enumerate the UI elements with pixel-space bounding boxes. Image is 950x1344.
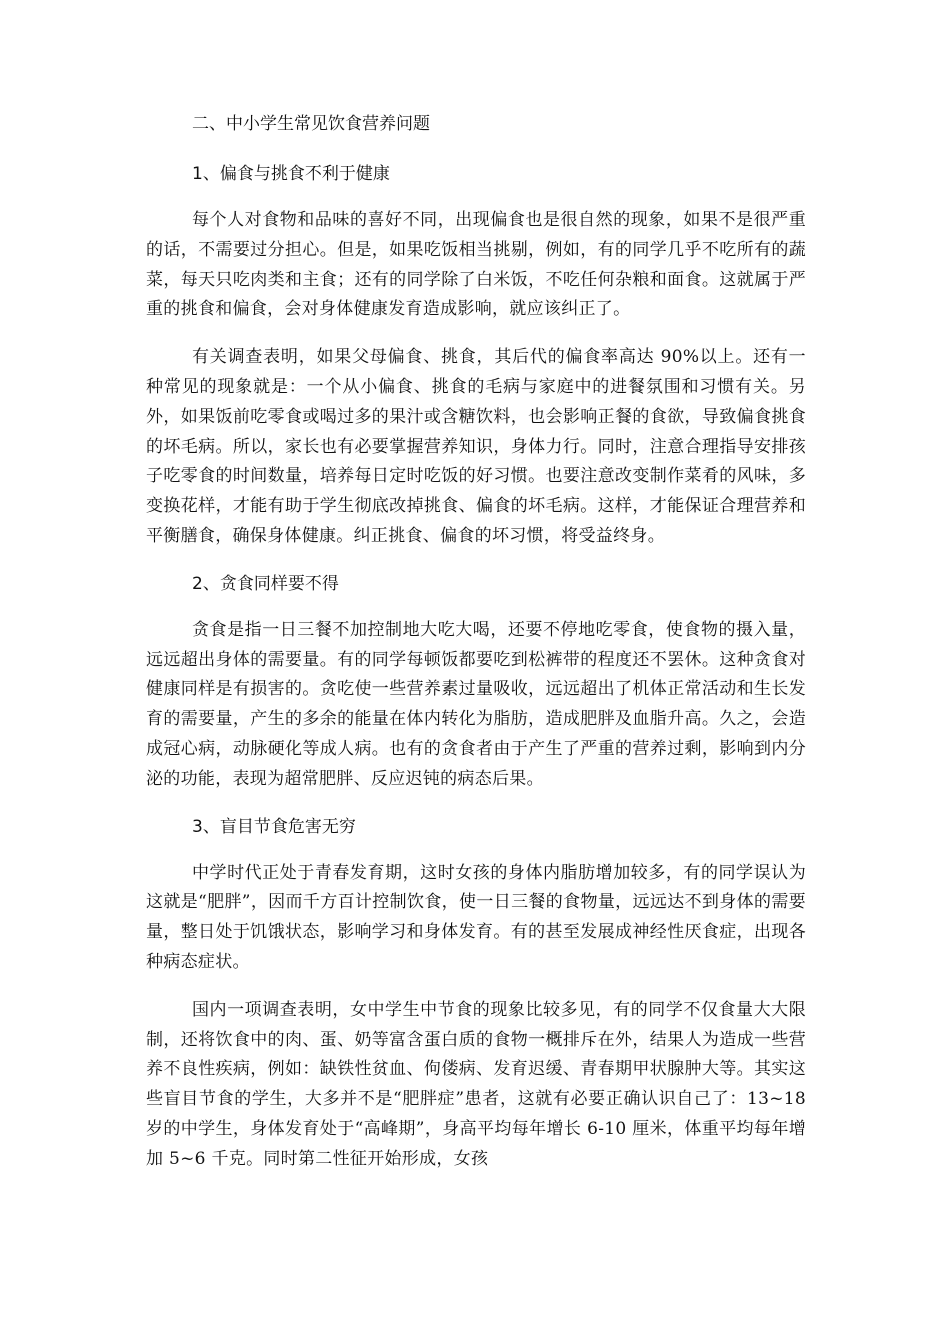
document-page — [146, 110, 806, 1193]
section-item-1 — [146, 160, 806, 552]
section-item-3 — [146, 813, 806, 1175]
section-title: 二、中小学生常见饮食营养问题 — [192, 114, 430, 134]
item-heading: 3、盲目节食危害无穷 — [192, 816, 356, 837]
paragraph: 每个人对食物和品味的喜好不同，出现偏食也是很自然的现象，如果不是很严重的话，不需要过分担心。但是，如果吃饭相当挑剔，例如，有的同学几乎不吃所有的蔬菜，每天只吃肉类和主食；还有的同学除了白米饭，不吃任何杂粮和面食。这就属于严重的挑食和偏食，会对身体健康发育造成影响，就应该纠正了。 — [146, 210, 806, 320]
item-heading: 2、贪食同样要不得 — [192, 573, 339, 594]
paragraph: 国内一项调查表明，女中学生中节食的现象比较多见，有的同学不仅食量大大限制，还将饮食中的肉、蛋、奶等富含蛋白质的食物一概排斥在外，结果人为造成一些营养不良性疾病，例如：缺铁性贫血、佝偻病、发育迟缓、青春期甲状腺肿大等。其实这些盲目节食的学生，大多并不是“肥胖症”患者，这就有必要正确认识自己了：13~18 岁的中学生，身体发育处于“高峰期”，身高平均每年增长 6-10 厘米，体重平均每年增加 5~6 千克。同时第二性征开始形成，女孩 — [146, 999, 806, 1169]
item-heading: 1、偏食与挑食不利于健康 — [192, 164, 390, 184]
paragraph: 中学时代正处于青春发育期，这时女孩的身体内脂肪增加较多，有的同学误认为这就是“肥胖”，因而千方百计控制饮食，使一日三餐的食物量，远远达不到身体的需要量，整日处于饥饿状态，影响学习和身体发育。有的甚至发展成神经性厌食症，出现各种病态症状。 — [146, 862, 806, 972]
section-item-2 — [146, 570, 806, 795]
paragraph: 贪食是指一日三餐不加控制地大吃大喝，还要不停地吃零食，使食物的摄入量，远远超出身体的需要量。有的同学每顿饭都要吃到松裤带的程度还不罢休。这种贪食对健康同样是有损害的。贪吃使一些营养素过量吸收，远远超出了机体正常活动和生长发育的需要量，产生的多余的能量在体内转化为脂肪，造成肥胖及血脂升高。久之，会造成冠心病，动脉硬化等成人病。也有的贪食者由于产生了严重的营养过剩，影响到内分泌的功能，表现为超常肥胖、反应迟钝的病态后果。 — [146, 619, 806, 789]
paragraph: 有关调查表明，如果父母偏食、挑食，其后代的偏食率高达 90%以上。还有一种常见的现象就是：一个从小偏食、挑食的毛病与家庭中的进餐氛围和习惯有关。另外，如果饭前吃零食或喝过多的果汁或含糖饮料，也会影响正餐的食欲，导致偏食挑食的坏毛病。所以，家长也有必要掌握营养知识，身体力行。同时，注意合理指导安排孩子吃零食的时间数量，培养每日定时吃饭的好习惯。也要注意改变制作菜肴的风味，多变换花样，才能有助于学生彻底改掉挑食、偏食的坏毛病。这样，才能保证合理营养和平衡膳食，确保身体健康。纠正挑食、偏食的坏习惯，将受益终身。 — [146, 347, 806, 546]
